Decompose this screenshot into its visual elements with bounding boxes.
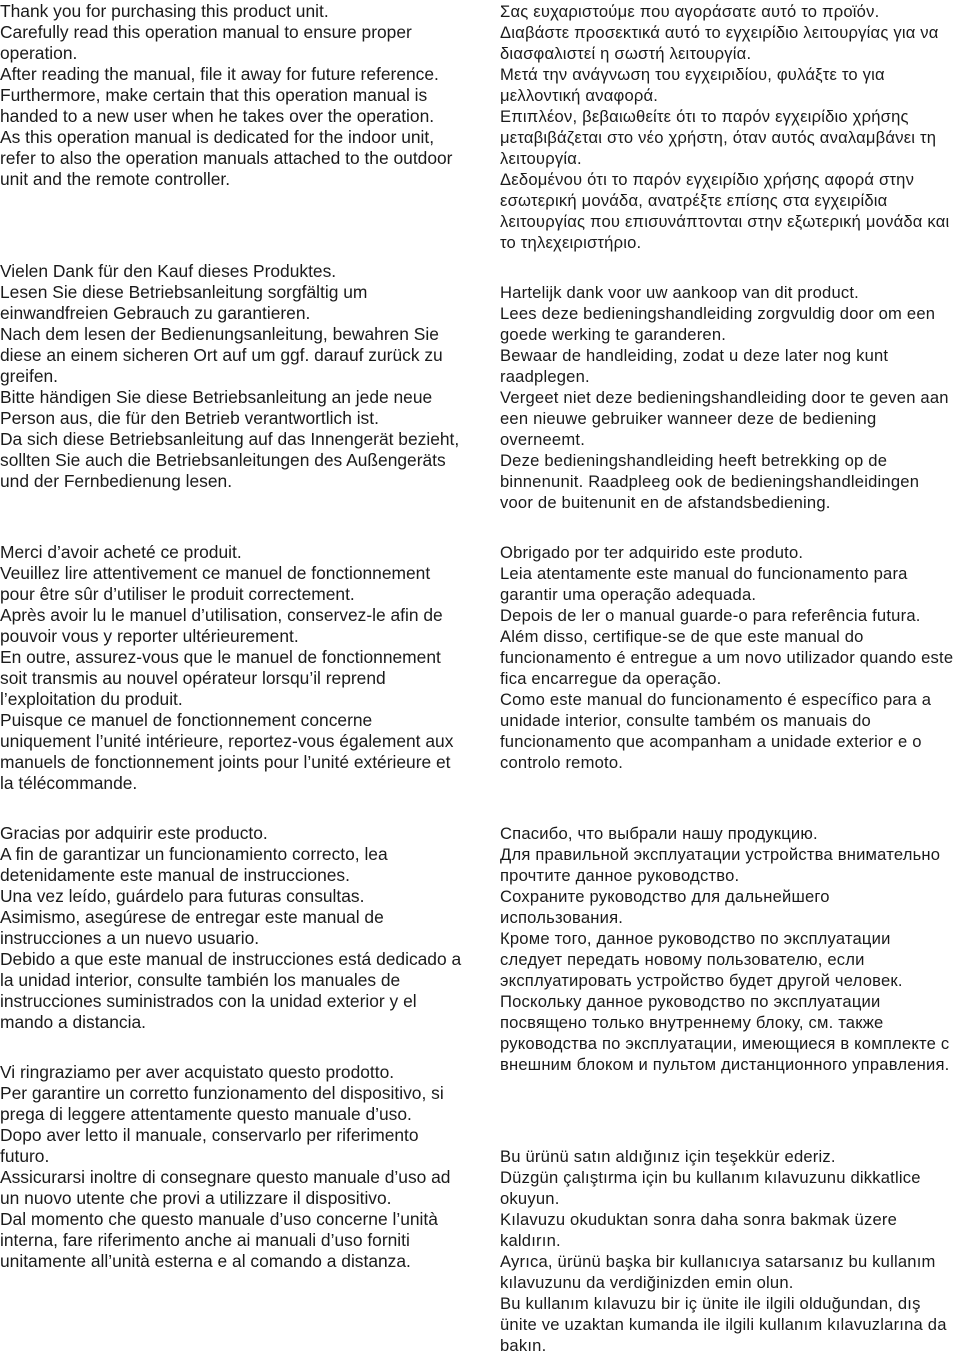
paragraph: Una vez leído, guárdelo para futuras consultas. bbox=[0, 886, 365, 906]
paragraph: As this operation manual is dedicated for the indoor unit, refer to also the operation manuals attached to the outdoor unit and the remote controller. bbox=[0, 127, 453, 189]
paragraph: Διαβάστε προσεκτικά αυτό το εγχειρίδιο λειτουργίας για να διασφαλιστεί η σωστή λειτουργία. bbox=[500, 23, 939, 63]
paragraph: Спасибо, что выбрали нашу продукцию. bbox=[500, 824, 818, 843]
paragraph: Assicurarsi inoltre di consegnare questo manuale d’uso ad un nuovo utente che provi a utilizzare il dispositivo. bbox=[0, 1167, 451, 1208]
paragraph: Debido a que este manual de instrucciones está dedicado a la unidad interior, consulte también los manuales de instrucciones suministrados con la unidad exterior y el mando a distancia. bbox=[0, 949, 462, 1032]
paragraph: Além disso, certifique-se de que este manual do funcionamento é entregue a um novo utilizador quando este fica encarregue da operação. bbox=[500, 627, 954, 688]
section-spanish bbox=[0, 823, 462, 1033]
paragraph: Vi ringraziamo per aver acquistato questo prodotto. bbox=[0, 1062, 395, 1082]
section-english bbox=[0, 1, 462, 190]
paragraph: Поскольку данное руководство по эксплуатации посвящено только внутреннему блоку, см. также руководства по эксплуатации, имеющиеся в комплекте с внешним блоком и пультом дистанционного управления. bbox=[500, 992, 950, 1074]
paragraph: Per garantire un corretto funzionamento del dispositivo, si prega di leggere attentamente questo manuale d’uso. bbox=[0, 1083, 444, 1124]
paragraph: Bu ürünü satın aldığınız için teşekkür ederiz. bbox=[500, 1147, 836, 1166]
paragraph: Сохраните руководство для дальнейшего использования. bbox=[500, 887, 830, 927]
paragraph: Gracias por adquirir este producto. bbox=[0, 823, 268, 843]
paragraph: Da sich diese Betriebsanleitung auf das Innengerät bezieht, sollten Sie auch die Betriebsanleitungen des Außengeräts und der Fernbedienung lesen. bbox=[0, 429, 460, 491]
paragraph: Bu kullanım kılavuzu bir iç ünite ile ilgili olduğundan, dış ünite ve uzaktan kumanda ile ilgili kullanım kılavuzlarına da bakın. bbox=[500, 1294, 947, 1355]
paragraph: Bitte händigen Sie diese Betriebsanleitung an jede neue Person aus, die für den Betrieb verantwortlich ist. bbox=[0, 387, 433, 428]
section-turkish bbox=[500, 1146, 956, 1356]
paragraph: Veuillez lire attentivement ce manuel de fonctionnement pour être sûr d’utiliser le produit correctement. bbox=[0, 563, 431, 604]
paragraph: Leia atentamente este manual do funcionamento para garantir uma operação adequada. bbox=[500, 564, 908, 604]
paragraph: Μετά την ανάγνωση του εγχειριδίου, φυλάξτε το για μελλοντική αναφορά. bbox=[500, 65, 885, 105]
paragraph: Nach dem lesen der Bedienungsanleitung, bewahren Sie diese an einem sicheren Ort auf um ggf. darauf zurück zu greifen. bbox=[0, 324, 443, 386]
paragraph: Dopo aver letto il manuale, conservarlo per riferimento futuro. bbox=[0, 1125, 419, 1166]
paragraph: Düzgün çalıştırma için bu kullanım kılavuzunu dikkatlice okuyun. bbox=[500, 1168, 921, 1208]
section-german bbox=[0, 261, 462, 492]
paragraph: Lesen Sie diese Betriebsanleitung sorgfältig um einwandfreien Gebrauch zu garantieren. bbox=[0, 282, 368, 323]
paragraph: Furthermore, make certain that this operation manual is handed to a new user when he takes over the operation. bbox=[0, 85, 435, 126]
paragraph: Ayrıca, ürünü başka bir kullanıcıya satarsanız bu kullanım kılavuzunu da verdiğinizden emin olun. bbox=[500, 1252, 936, 1292]
paragraph: Merci d’avoir acheté ce produit. bbox=[0, 542, 242, 562]
paragraph: Lees deze bedieningshandleiding zorgvuldig door om een goede werking te garanderen. bbox=[500, 304, 936, 344]
paragraph: Deze bedieningshandleiding heeft betrekking op de binnenunit. Raadpleeg ook de bedieningshandleidingen voor de buitenunit en de afstandsbediening. bbox=[500, 451, 920, 512]
paragraph: Puisque ce manuel de fonctionnement concerne uniquement l’unité intérieure, reportez-vous également aux manuels de fonctionnement joints pour l’unité extérieure et la télécommande. bbox=[0, 710, 454, 793]
paragraph: After reading the manual, file it away for future reference. bbox=[0, 64, 439, 84]
paragraph: Bewaar de handleiding, zodat u deze later nog kunt raadplegen. bbox=[500, 346, 889, 386]
paragraph: Depois de ler o manual guarde-o para referência futura. bbox=[500, 606, 921, 625]
section-greek bbox=[500, 1, 956, 253]
paragraph: Vielen Dank für den Kauf dieses Produktes. bbox=[0, 261, 337, 281]
paragraph: A fin de garantizar un funcionamiento correcto, lea detenidamente este manual de instrucciones. bbox=[0, 844, 388, 885]
paragraph: Kılavuzu okuduktan sonra daha sonra bakmak üzere kaldırın. bbox=[500, 1210, 898, 1250]
section-french bbox=[0, 542, 462, 794]
paragraph: Vergeet niet deze bedieningshandleiding door te geven aan een nieuwe gebruiker wanneer deze de bediening overneemt. bbox=[500, 388, 949, 449]
paragraph: Après avoir lu le manuel d’utilisation, conservez-le afin de pouvoir vous y reporter ultérieurement. bbox=[0, 605, 443, 646]
section-portuguese bbox=[500, 542, 956, 773]
paragraph: Кроме того, данное руководство по эксплуатации следует передать новому пользователю, если эксплуатировать устройство будет другой человек. bbox=[500, 929, 903, 990]
paragraph: Επιπλέον, βεβαιωθείτε ότι το παρόν εγχειρίδιο χρήσης μεταβιβάζεται στο νέο χρήστη, όταν αυτός αναλαμβάνει τη λειτουργία. bbox=[500, 107, 937, 168]
paragraph: Obrigado por ter adquirido este produto. bbox=[500, 543, 804, 562]
section-dutch bbox=[500, 282, 956, 513]
paragraph: En outre, assurez-vous que le manuel de fonctionnement soit transmis au nouvel opérateur lorsqu’il reprend l’exploitation du produit. bbox=[0, 647, 441, 709]
paragraph: Δεδομένου ότι το παρόν εγχειρίδιο χρήσης αφορά στην εσωτερική μονάδα, ανατρέξτε επίσης στα εγχειρίδια λειτουργίας που επισυνάπτονται στην εξωτερική μονάδα και το τηλεχειριστήριο. bbox=[500, 170, 950, 252]
paragraph: Σας ευχαριστούμε που αγοράσατε αυτό το προϊόν. bbox=[500, 2, 880, 21]
paragraph: Como este manual do funcionamento é específico para a unidade interior, consulte também os manuais do funcionamento que acompanham a unidade exterior e o controlo remoto. bbox=[500, 690, 932, 772]
paragraph: Thank you for purchasing this product unit. bbox=[0, 1, 329, 21]
paragraph: Для правильной эксплуатации устройства внимательно прочтите данное руководство. bbox=[500, 845, 941, 885]
paragraph: Asimismo, asegúrese de entregar este manual de instrucciones a un nuevo usuario. bbox=[0, 907, 384, 948]
section-russian bbox=[500, 823, 956, 1075]
paragraph: Dal momento che questo manuale d’uso concerne l’unità interna, fare riferimento anche ai manuali d’uso forniti unitamente all’unità esterna e al comando a distanza. bbox=[0, 1209, 438, 1271]
paragraph: Hartelijk dank voor uw aankoop van dit product. bbox=[500, 283, 859, 302]
paragraph: Carefully read this operation manual to ensure proper operation. bbox=[0, 22, 412, 63]
section-italian bbox=[0, 1062, 462, 1272]
